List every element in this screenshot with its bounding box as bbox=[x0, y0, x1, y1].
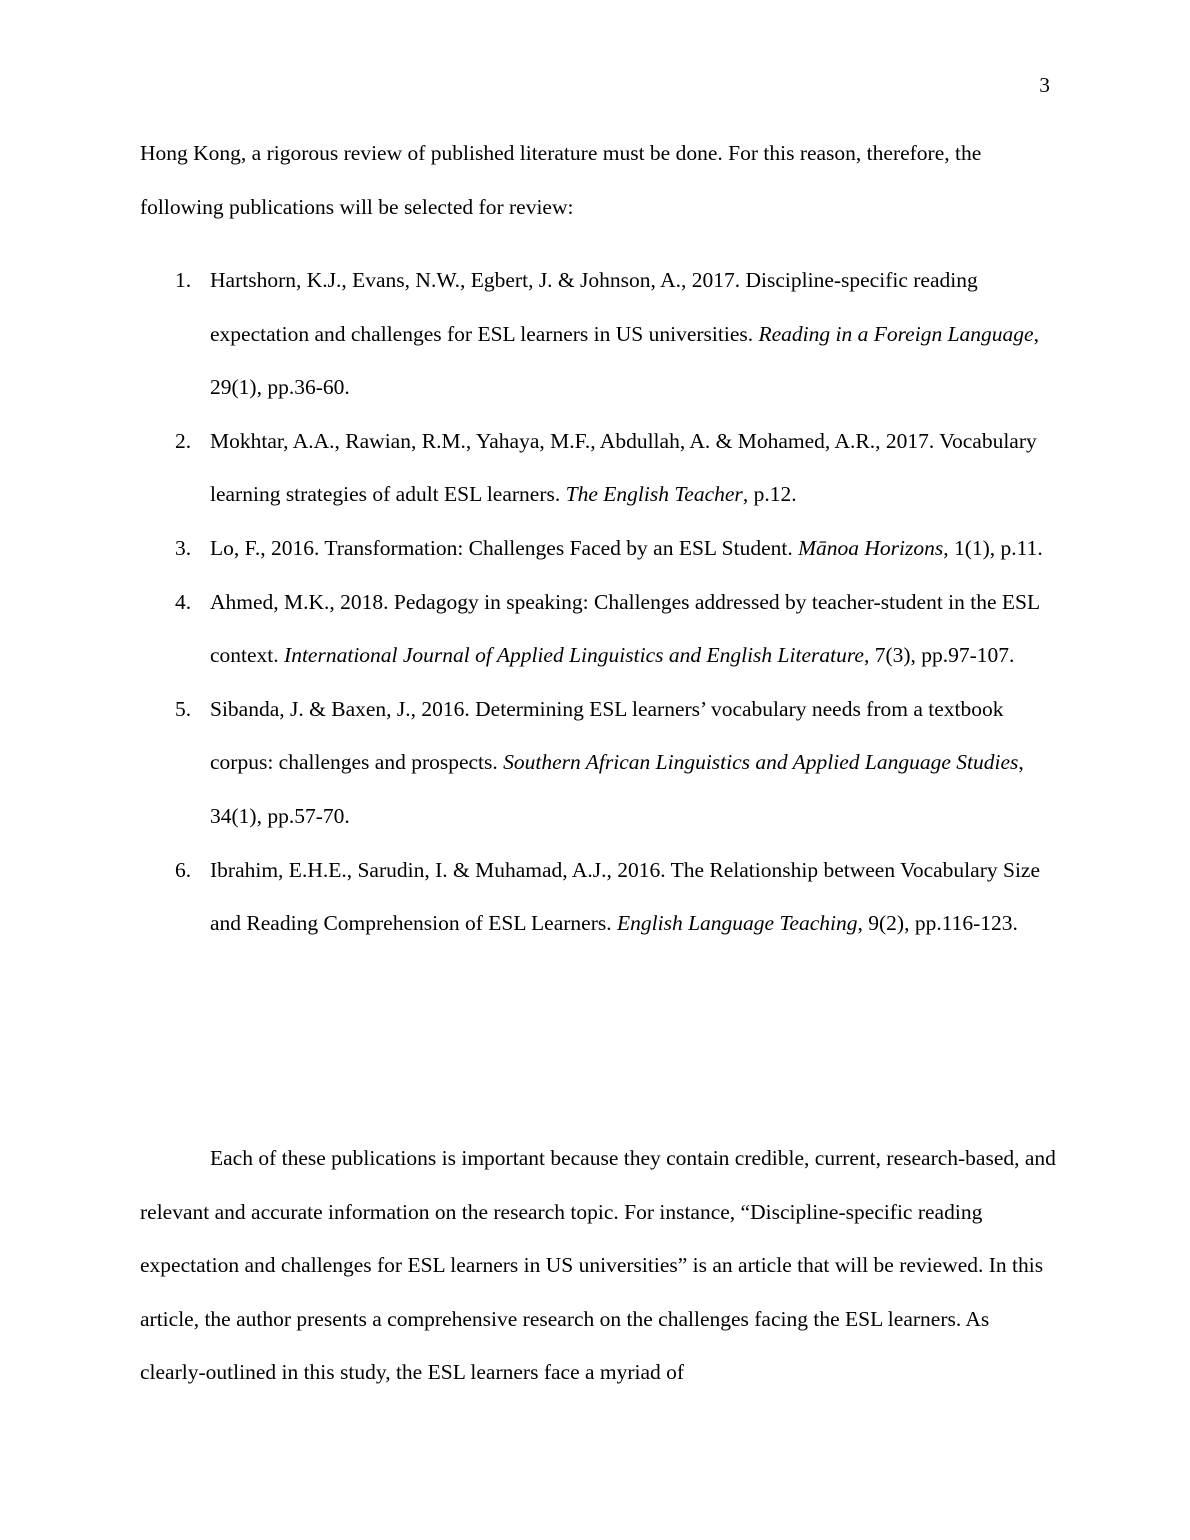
reference-authors-title: Lo, F., 2016. Transformation: Challenges Faced by an ESL Student. bbox=[210, 535, 799, 560]
reference-volume-pages: , 29(1), pp.36-60. bbox=[210, 321, 1039, 400]
reference-list bbox=[0, 254, 1190, 951]
reference-number: 3. bbox=[175, 535, 192, 560]
reference-volume-pages: , p.12. bbox=[742, 482, 797, 507]
reference-number: 1. bbox=[175, 268, 192, 292]
reference-journal: The English Teacher bbox=[565, 482, 743, 507]
reference-journal: English Language Teaching bbox=[617, 911, 858, 936]
reference-text bbox=[210, 844, 1060, 951]
reference-text bbox=[210, 415, 1060, 522]
reference-text bbox=[210, 522, 1060, 576]
reference-item bbox=[0, 254, 1190, 415]
reference-text bbox=[210, 576, 1060, 683]
reference-journal: Southern African Linguistics and Applied Language Studies bbox=[503, 750, 1019, 775]
reference-journal: Mānoa Horizons bbox=[798, 535, 944, 560]
reference-item bbox=[0, 683, 1190, 844]
reference-number: 5. bbox=[175, 696, 192, 721]
reference-authors-title: Sibanda, J. & Baxen, J., 2016. Determining ESL learners’ vocabulary needs from a textbook corpus: challenges and prospects. bbox=[210, 696, 1004, 775]
reference-item bbox=[0, 522, 1190, 576]
reference-volume-pages: , 34(1), pp.57-70. bbox=[210, 750, 1024, 828]
reference-number: 6. bbox=[175, 857, 192, 882]
reference-number: 2. bbox=[175, 428, 192, 453]
reference-authors-title: Hartshorn, K.J., Evans, N.W., Egbert, J. & Johnson, A., 2017. Discipline-specific reading expectation and challenges for ESL learners in US universities. bbox=[210, 268, 978, 346]
reference-number: 4. bbox=[175, 589, 192, 614]
reference-text bbox=[210, 683, 1060, 844]
reference-volume-pages: , 7(3), pp.97-107. bbox=[863, 643, 1015, 668]
reference-volume-pages: , 1(1), p.11. bbox=[943, 535, 1043, 560]
reference-authors-title: Ibrahim, E.H.E., Sarudin, I. & Muhamad, A.J., 2016. The Relationship between Vocabulary Size and Reading Comprehension of ESL Learners. bbox=[210, 857, 1040, 936]
intro-paragraph: Hong Kong, a rigorous review of published literature must be done. For this reason, therefore, the following publications will be selected for review: bbox=[140, 141, 982, 219]
reference-authors-title: Ahmed, M.K., 2018. Pedagogy in speaking: Challenges addressed by teacher-student in the ESL context. bbox=[210, 589, 1040, 668]
reference-authors-title: Mokhtar, A.A., Rawian, R.M., Yahaya, M.F., Abdullah, A. & Mohamed, A.R., 2017. Vocabulary learning strategies of adult ESL learners. bbox=[210, 428, 1037, 507]
body-paragraph: Each of these publications is important because they contain credible, current, research-based, and relevant and accurate information on the research topic. For instance, “Discipline-specific reading expectation and challenges for ESL learners in US universities” is an article that will be reviewed. In this article, the author presents a comprehensive research on the challenges facing the ESL learners. As clearly-outlined in this study, the ESL learners face a myriad of bbox=[140, 1146, 1056, 1385]
reference-item bbox=[0, 415, 1190, 522]
reference-item bbox=[0, 844, 1190, 951]
reference-journal: International Journal of Applied Linguistics and English Literature bbox=[284, 643, 864, 668]
reference-item bbox=[0, 576, 1190, 683]
reference-volume-pages: , 9(2), pp.116-123. bbox=[857, 911, 1018, 936]
reference-journal: Reading in a Foreign Language bbox=[758, 321, 1034, 346]
page-number: 3 bbox=[1039, 73, 1050, 97]
reference-text bbox=[210, 254, 1060, 415]
